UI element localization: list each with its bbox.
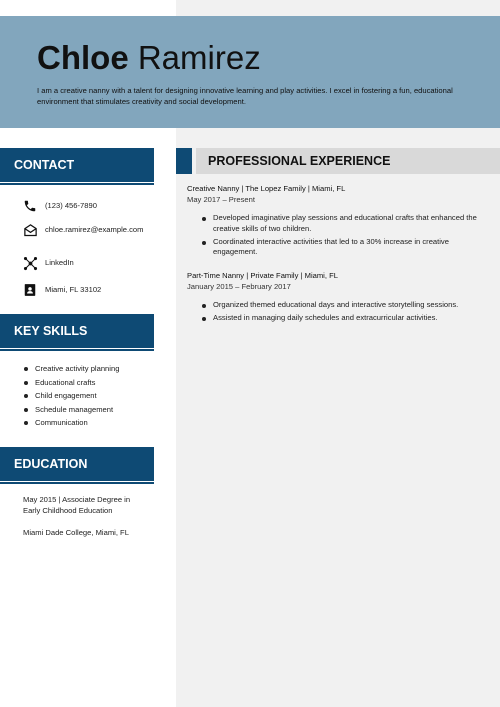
- job-title: Part-Time Nanny: [187, 271, 245, 280]
- last-name: Ramirez: [137, 39, 261, 76]
- envelope-icon: [22, 222, 38, 238]
- contact-location: [22, 282, 145, 298]
- job-dates: January 2015 – February 2017: [187, 281, 291, 291]
- contact-linkedin[interactable]: [22, 255, 145, 271]
- job-title-line: Creative Nanny | The Lopez Family | Miami, FL: [187, 184, 346, 193]
- location-card-icon: [22, 282, 38, 298]
- skill-item: Creative activity planning: [23, 362, 119, 376]
- contact-phone: [22, 198, 145, 214]
- skill-item: Educational crafts: [23, 376, 119, 390]
- summary-text: I am a creative nanny with a talent for designing innovative learning and play activities. I excel in fostering a fun, educational environment that stimulates creativity and social development.: [37, 86, 453, 106]
- job-location: Miami, FL: [311, 184, 346, 193]
- skills-list: [23, 362, 119, 430]
- skill-item: Child engagement: [23, 389, 119, 403]
- job-entry-2: [187, 271, 338, 293]
- contact-heading: CONTACT: [0, 148, 154, 182]
- job-entry-1: [187, 184, 345, 206]
- experience-heading: PROFESSIONAL EXPERIENCE: [208, 154, 391, 168]
- education-degree: May 2015 | Associate Degree in Early Childhood Education: [23, 495, 131, 515]
- job-bullet: Developed imaginative play sessions and educational crafts that enhanced the creative skills of two children.: [200, 213, 490, 235]
- experience-bar: [196, 148, 500, 174]
- location-text: Miami, FL 33102: [45, 285, 102, 294]
- education-school: Miami Dade College, Miami, FL: [23, 528, 129, 537]
- job-employer: The Lopez Family: [245, 184, 306, 193]
- education-heading: EDUCATION: [0, 447, 154, 481]
- job-bullet: Coordinated interactive activities that led to a 30% increase in creative engagement.: [200, 237, 490, 259]
- network-icon: [22, 255, 38, 271]
- job-dates: May 2017 – Present: [187, 194, 255, 204]
- job-title-line: Part-Time Nanny | Private Family | Miami, FL: [187, 271, 338, 280]
- job-title: Creative Nanny: [187, 184, 240, 193]
- job-employer: Private Family: [250, 271, 299, 280]
- contact-email[interactable]: [22, 222, 145, 238]
- phone-icon: [22, 198, 38, 214]
- experience-accent: [176, 148, 192, 174]
- phone-text: (123) 456-7890: [45, 201, 97, 210]
- skill-item: Communication: [23, 416, 119, 430]
- candidate-name: [37, 38, 261, 78]
- job-1-bullets: [200, 213, 490, 260]
- job-bullet: Organized themed educational days and interactive storytelling sessions.: [200, 300, 490, 311]
- job-2-bullets: [200, 300, 490, 326]
- skills-heading: KEY SKILLS: [0, 314, 154, 348]
- first-name: Chloe: [37, 39, 129, 76]
- job-location: Miami, FL: [304, 271, 338, 280]
- linkedin-text[interactable]: LinkedIn: [45, 258, 74, 267]
- skill-item: Schedule management: [23, 403, 119, 417]
- job-bullet: Assisted in managing daily schedules and extracurricular activities.: [200, 313, 490, 324]
- email-text[interactable]: chloe.ramirez@example.com: [45, 225, 144, 234]
- experience-heading-bar: [176, 148, 500, 174]
